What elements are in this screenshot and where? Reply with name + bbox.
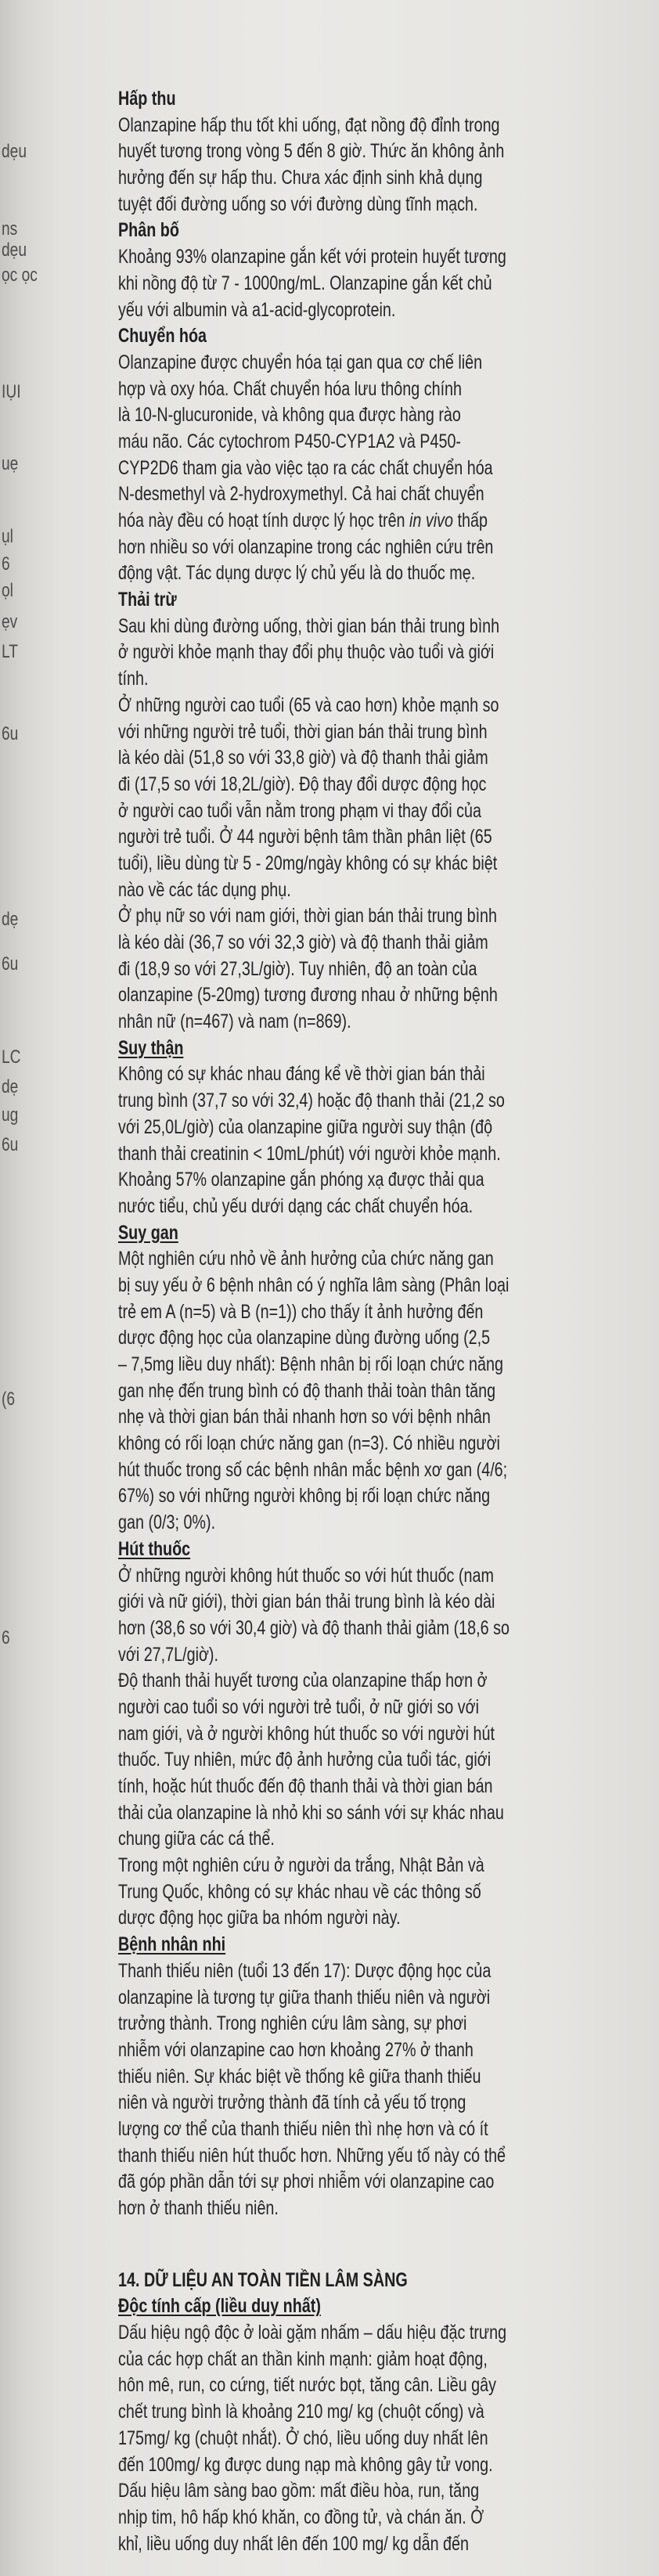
margin-fragment: LC [2,1047,21,1068]
text-line: thiếu niên. Sự khác biệt về thống kê giữa thanh thiếu [118,2065,481,2088]
text-line: thải của olanzapine là nhỏ khi so sánh với sự khác nhau [118,1801,504,1824]
text-line: Olanzapine hấp thu tốt khi uống, đạt nồng độ đỉnh trong [118,113,500,136]
section [118,218,572,323]
text-line: Khoảng 93% olanzapine gắn kết với protein huyết tương [118,246,506,268]
margin-fragment: IỤI [2,381,21,402]
text-line: bị suy yếu ở 6 bệnh nhân có ý nghĩa lâm sàng (Phân loại [118,1274,510,1296]
text-line: không có rối loạn chức năng gan (n=3). Có nhiều người [118,1432,500,1455]
text-line: đến 100mg/ kg được dung nạp mà không gây tử vong. [118,2453,493,2476]
text-line: tính, hoặc hút thuốc đến độ thanh thải và thời gian bán [118,1775,493,1797]
text-line [118,508,488,535]
chapter-heading: 14. DỮ LIỆU AN TOÀN TIỀN LÂM SÀNG [118,2268,408,2291]
text-line: CYP2D6 tham gia vào việc tạo ra các chất chuyển hóa [118,456,493,479]
text-line: Ở những người không hút thuốc so với hút thuốc (nam [118,1564,494,1587]
text-line: tuổi), liều dùng từ 5 - 20mg/ngày không có sự khác biệt [118,852,498,874]
text-segment: hóa này đều có hoạt tính dược lý học trên [118,510,410,531]
text-line: của các hợp chất an thần kinh mạnh: giảm hoạt động, [118,2347,488,2370]
margin-fragment: 6u [2,953,19,975]
section-heading: Suy gan [118,1221,178,1244]
text-line: nhiễm với olanzapine cao hơn khoảng 27% ở thanh [118,2038,474,2061]
margin-fragment: ns [2,218,18,240]
section [118,1932,572,2222]
text-line: giới và nữ giới), thời gian bán thải trung bình là kéo dài [118,1591,495,1613]
text-line: nào về các tác dụng phụ. [118,878,291,901]
text-line: khi nồng độ từ 7 - 1000ng/mL. Olanzapine gắn kết chủ [118,272,492,294]
section [118,2293,572,2557]
text-line: tuyệt đối đường uống so với đường dùng tĩnh mạch. [118,193,478,215]
text-line: gan nhẹ đến trung bình có độ thanh thải toàn thân tăng [118,1379,496,1402]
section [118,1537,572,1932]
section [118,1220,572,1537]
text-line: 175mg/ kg (chuột nhắt). Ở chó, liều uống duy nhất lên [118,2426,488,2449]
section-heading: Chuyển hóa [118,325,207,348]
text-line: yếu với albumin và a1-acid-glycoprotein. [118,298,396,321]
margin-fragment: dẹu [2,240,27,261]
text-line: lượng cơ thể của thanh thiếu niên thì nhẹ hơn và có ít [118,2117,488,2140]
text-line: N-desmethyl và 2-hydroxymethyl. Cả hai chất chuyển [118,483,484,506]
text-line: Thanh thiếu niên (tuổi 13 đến 17): Dược động học của [118,1959,492,1982]
text-segment: thấp [453,510,488,531]
text-line: với 27,7L/giờ). [118,1643,219,1666]
margin-fragment: 6 [2,553,10,575]
section-heading: Suy thận [118,1036,184,1059]
text-line: trưởng thành. Trong nghiên cứu lâm sàng, sự phơi [118,2012,467,2035]
text-line: dược động học của olanzapine dùng đường uống (2,5 [118,1327,491,1349]
text-line: hợp và oxy hóa. Chất chuyển hóa lưu thông chính [118,377,463,400]
text-line: – 7,5mg liều duy nhất): Bệnh nhân bị rối loạn chức năng [118,1353,503,1375]
section-heading: Bệnh nhân nhi [118,1933,226,1956]
text-line: nhẹ và thời gian bán thải nhanh hơn so với bệnh nhân [118,1406,491,1429]
text-line: nhân nữ (n=467) và nam (n=869). [118,1011,351,1033]
text-line: tính. [118,668,149,690]
text-line: hưởng đến sự hấp thu. Chưa xác định sinh khả dụng [118,167,483,189]
text-line: trẻ em A (n=5) và B (n=1)) cho thấy ít ảnh hưởng đến [118,1300,484,1323]
text-line: Olanzapine được chuyển hóa tại gan qua cơ chế liên [118,351,483,373]
text-line: trung bình (37,7 so với 32,4) hoặc độ thanh thải (21,2 so [118,1090,505,1112]
text-line: hôn mê, run, co cứng, tiết nước bọt, tăng cân. Liều gây [118,2374,496,2397]
margin-fragment: dẹ [2,1076,19,1097]
margin-fragment: uẹ [2,453,19,474]
section [118,1036,572,1220]
text-line: với 25,0L/giờ) của olanzapine giữa người suy thận (độ [118,1115,493,1138]
text-line: hơn (38,6 so với 30,4 giờ) và độ thanh thải giảm (18,6 so [118,1616,510,1639]
section-heading: Hấp thu [118,88,176,110]
section [118,2268,572,2294]
text-line: Dấu hiệu lâm sàng bao gồm: mất điều hòa, run, tăng [118,2480,480,2502]
text-line: Sau khi dùng đường uống, thời gian bán thải trung bình [118,614,500,637]
text-line: chung giữa các cá thể. [118,1828,275,1850]
text-line: đi (18,9 so với 27,3L/giờ). Tuy nhiên, độ an toàn của [118,957,477,980]
text-line: thuốc. Tuy nhiên, mức độ ảnh hưởng của tuổi tác, giới [118,1749,492,1771]
margin-fragment: 6 [2,1627,10,1648]
italic-term: in vivo [409,510,454,531]
text-line: dược động học giữa ba nhóm người này. [118,1907,401,1929]
margin-fragment: ug [2,1104,19,1126]
margin-fragment: 6u [2,1134,19,1155]
margin-fragment: ọc ọc [2,265,38,286]
text-line: khỉ, liều uống duy nhất lên đến 100 mg/ kg dẫn đến [118,2532,470,2555]
text-line: hút thuốc trong số các bệnh nhân mắc bệnh xơ gan (4/6; [118,1458,508,1481]
text-line: Một nghiên cứu nhỏ về ảnh hưởng của chức năng gan [118,1248,494,1270]
text-line: olanzapine là tương tự giữa thanh thiếu niên và người [118,1986,491,2009]
text-line: người trẻ tuổi. Ở 44 người bệnh tâm thần phân liệt (65 [118,826,492,848]
text-line: 67%) so với những người không bị rối loạn chức năng [118,1485,491,1508]
margin-fragment: LT [2,641,18,662]
margin-fragment: dẹ [2,909,19,930]
text-line: đã góp phần dẫn tới sự phơi nhiễm với olanzapine cao [118,2171,495,2193]
text-line: là 10-N-glucuronide, và không qua được hàng rào [118,404,461,427]
text-line: Trong một nghiên cứu ở người da trắng, Nhật Bản và [118,1854,484,1877]
section-heading: Phân bố [118,219,179,242]
text-line: Ở những người cao tuổi (65 và cao hơn) khỏe mạnh so [118,694,499,716]
text-line: người cao tuổi so với người trẻ tuổi, ở nữ giới so với [118,1695,479,1718]
text-line: Không có sự khác nhau đáng kể về thời gian bán thải [118,1063,485,1086]
adjacent-column-fragments [0,0,50,2576]
text-line: huyết tương trong vòng 5 đến 8 giờ. Thức ăn không ảnh [118,140,505,163]
text-line: Khoảng 57% olanzapine gắn phóng xạ được thải qua [118,1169,484,1191]
text-line: thanh thải creatinin < 10mL/phút) với người khỏe mạnh. [118,1142,501,1165]
text-line: máu não. Các cytochrom P450-CYP1A2 và P450- [118,430,462,452]
margin-fragment: 6u [2,723,19,744]
text-line: hơn ở thanh thiếu niên. [118,2197,279,2219]
text-line: nam giới, và ở người không hút thuốc so với người hút [118,1722,495,1745]
text-line: động vật. Tác dụng dược lý chủ yếu là do thuốc mẹ. [118,562,476,585]
margin-fragment: ọl [2,580,13,601]
text-line: olanzapine (5-20mg) tương đương nhau ở những bệnh [118,984,498,1007]
section [118,86,572,218]
margin-fragment: ẹv [2,611,18,632]
text-line: nước tiểu, chủ yếu dưới dạng các chất chuyển hóa. [118,1194,474,1217]
text-line: Trung Quốc, không có sự khác nhau về các thông số [118,1880,481,1903]
text-column [118,86,572,2557]
section [118,587,572,1036]
text-line: Dấu hiệu ngộ độc ở loài gặm nhấm – dấu hiệu đặc trưng [118,2322,507,2344]
margin-fragment: ụl [2,526,13,547]
text-line: là kéo dài (36,7 so với 32,3 giờ) và độ thanh thải giảm [118,931,488,953]
section [118,323,572,587]
text-line: gan (0/3; 0%). [118,1511,216,1534]
text-line: niên và người trưởng thành đã tính cả yếu tố trọng [118,2091,466,2114]
text-line: thanh thiếu niên hút thuốc hơn. Những yếu tố này có thể [118,2144,506,2167]
text-line: hơn nhiều so với olanzapine trong các nghiên cứu trên [118,535,494,558]
text-line: ở người cao tuổi vẫn nằm trong phạm vi thay đổi của [118,799,482,822]
margin-fragment: dẹu [2,141,27,162]
text-line: với những người trẻ tuổi, thời gian bán thải trung bình [118,720,488,743]
text-line: Ở phụ nữ so với nam giới, thời gian bán thải trung bình [118,905,498,928]
text-line: nhịp tim, hô hấp khó khăn, co đồng tử, và chán ăn. Ở [118,2506,484,2528]
section-heading: Thải trừ [118,589,177,611]
text-line: ở người khỏe mạnh thay đổi phụ thuộc vào tuổi và giới [118,641,495,664]
section-heading: Hút thuốc [118,1537,191,1560]
text-line: đi (17,5 so với 18,2L/giờ). Độ thay đổi dược động học [118,773,487,795]
text-line: chết trung bình là khoảng 210 mg/ kg (chuột cống) và [118,2401,484,2423]
margin-fragment: (6 [2,1389,16,1410]
text-line: Độ thanh thải huyết tương của olanzapine thấp hơn ở [118,1670,488,1692]
text-line: là kéo dài (51,8 so với 33,8 giờ) và độ thanh thải giảm [118,747,488,769]
section-heading: Độc tính cấp (liều duy nhất) [118,2295,321,2318]
